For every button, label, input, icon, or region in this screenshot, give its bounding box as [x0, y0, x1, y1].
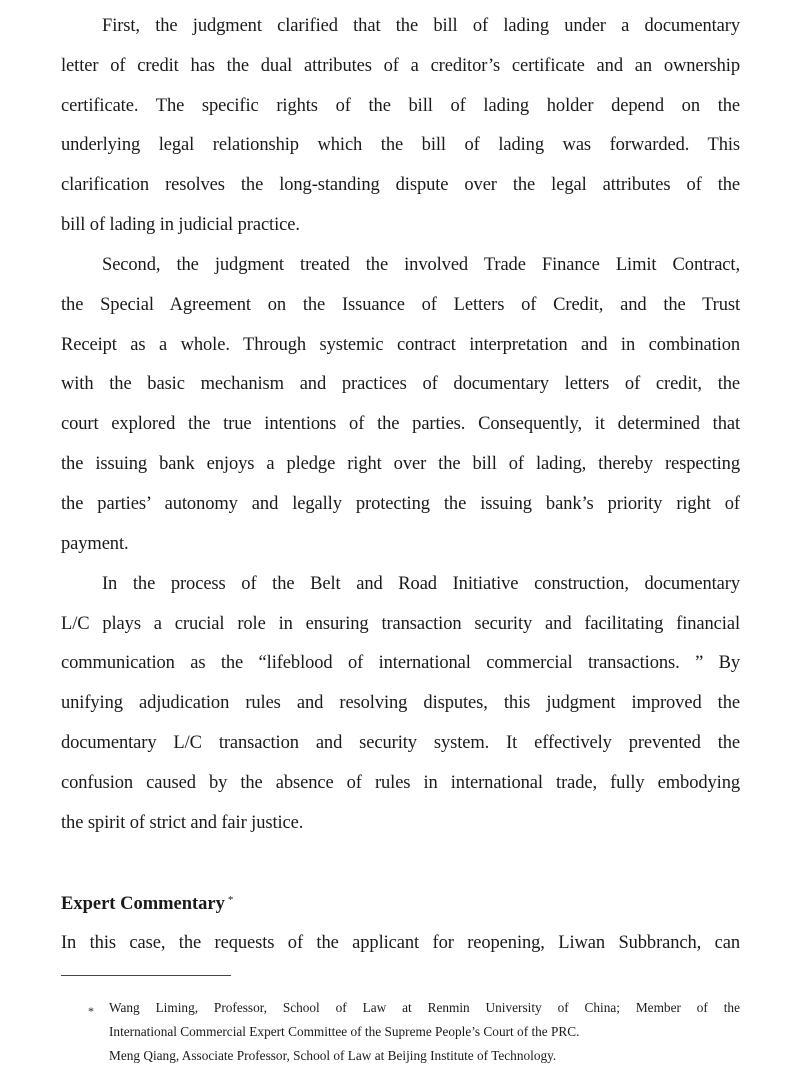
- text-line: L/C plays a crucial role in ensuring transaction security and facilitating financial: [61, 614, 740, 634]
- text-line: In the process of the Belt and Road Initiative construction, documentary: [102, 574, 740, 594]
- footnote-mark: *: [88, 1004, 94, 1018]
- text-line: the Special Agreement on the Issuance of Letters of Credit, and the Trust: [61, 295, 740, 315]
- text-line: underlying legal relationship which the bill of lading was forwarded. This: [61, 135, 740, 155]
- text-line: certificate. The specific rights of the bill of lading holder depend on the: [61, 96, 740, 116]
- footnote-line: Meng Qiang, Associate Professor, School of Law at Beijing Institute of Technology.: [109, 1048, 557, 1063]
- text-line: the spirit of strict and fair justice.: [61, 813, 304, 833]
- text-line: letter of credit has the dual attributes of a creditor’s certificate and an ownership: [61, 56, 740, 76]
- text-line: clarification resolves the long-standing dispute over the legal attributes of the: [61, 175, 740, 195]
- footnote-divider: [61, 975, 231, 976]
- text-line: bill of lading in judicial practice.: [61, 215, 300, 235]
- text-line: documentary L/C transaction and security system. It effectively prevented the: [61, 733, 740, 753]
- text-line: the issuing bank enjoys a pledge right over the bill of lading, thereby respecting: [61, 454, 740, 474]
- text-line: First, the judgment clarified that the bill of lading under a documentary: [102, 16, 740, 36]
- text-line: communication as the “lifeblood of international commercial transactions. ” By: [61, 653, 740, 673]
- footnote-reference[interactable]: *: [227, 894, 234, 906]
- section-heading-text: Expert Commentary: [61, 894, 225, 914]
- text-line: unifying adjudication rules and resolving disputes, this judgment improved the: [61, 693, 740, 713]
- section-heading: [61, 893, 233, 915]
- text-line: payment.: [61, 534, 129, 554]
- text-line: with the basic mechanism and practices of documentary letters of credit, the: [61, 374, 740, 394]
- text-line: Second, the judgment treated the involved Trade Finance Limit Contract,: [102, 255, 740, 275]
- text-line: confusion caused by the absence of rules in international trade, fully embodying: [61, 773, 740, 793]
- section-text-line: In this case, the requests of the applicant for reopening, Liwan Subbranch, can: [61, 933, 740, 953]
- text-line: court explored the true intentions of the parties. Consequently, it determined that: [61, 414, 740, 434]
- text-line: the parties’ autonomy and legally protecting the issuing bank’s priority right of: [61, 494, 740, 514]
- footnote-line: International Commercial Expert Committee of the Supreme People’s Court of the PRC.: [109, 1024, 580, 1039]
- footnote-line: Wang Liming, Professor, School of Law at Renmin University of China; Member of the: [109, 1000, 740, 1015]
- text-line: Receipt as a whole. Through systemic contract interpretation and in combination: [61, 335, 740, 355]
